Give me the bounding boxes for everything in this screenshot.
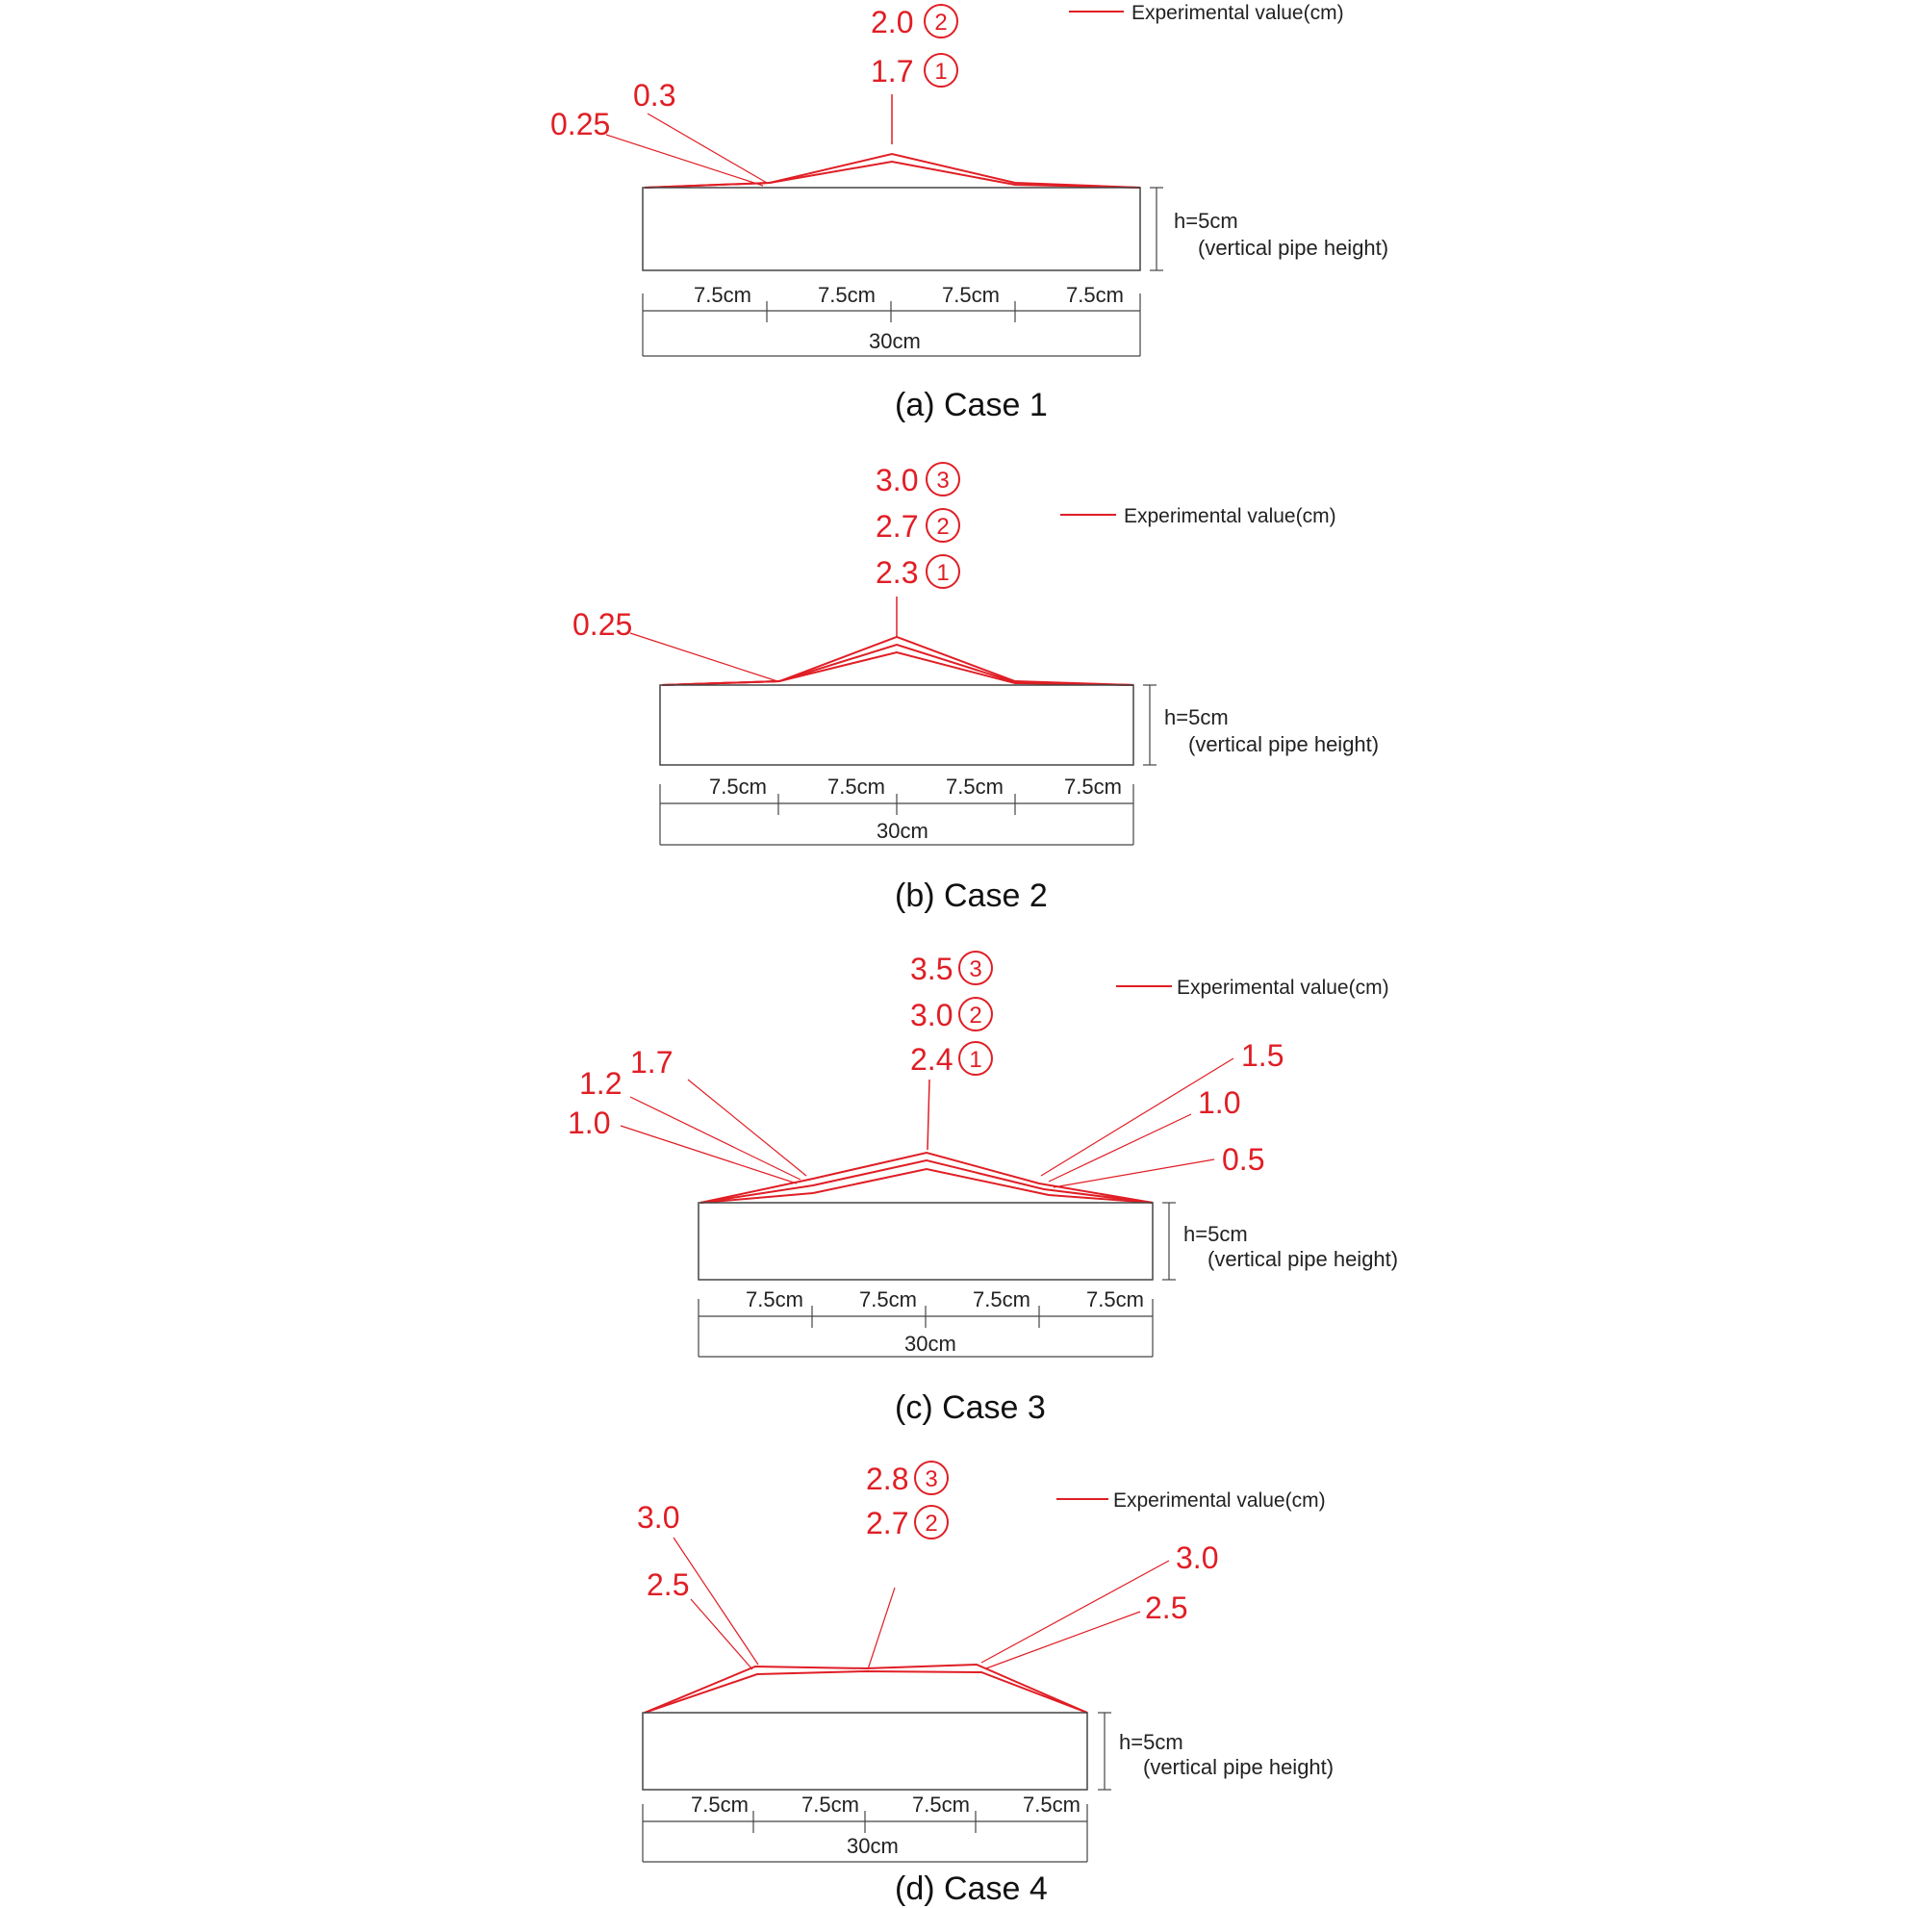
legend-label: Experimental value(cm) (1124, 505, 1336, 527)
panel-caption: (a) Case 1 (895, 387, 1048, 423)
peak-value: 3.0 (910, 998, 953, 1032)
peak-value: 2.4 (910, 1042, 953, 1077)
peak-value: 2.7 (866, 1506, 909, 1540)
total-label: 30cm (869, 329, 921, 353)
side-value: 0.5 (1222, 1142, 1265, 1177)
side-value: 1.5 (1241, 1038, 1284, 1073)
segment-label: 7.5cm (827, 775, 885, 799)
pipe-box (643, 1713, 1087, 1790)
segment-label: 7.5cm (973, 1287, 1030, 1311)
side-value: 1.0 (1198, 1085, 1241, 1120)
leader-line (630, 1097, 801, 1180)
side-value: 3.0 (1176, 1540, 1219, 1575)
height-label: h=5cm (1183, 1222, 1248, 1246)
profile-line (645, 162, 1140, 188)
leader-line (868, 1588, 895, 1669)
leader-line (1049, 1114, 1191, 1182)
side-value: 1.0 (568, 1106, 611, 1140)
segment-label: 7.5cm (942, 283, 1000, 307)
height-note: (vertical pipe height) (1188, 732, 1380, 756)
segment-label: 7.5cm (694, 283, 751, 307)
peak-marker: 2 (936, 514, 950, 540)
panel-caption: (d) Case 4 (895, 1870, 1048, 1907)
pipe-box (660, 685, 1133, 765)
side-value: 1.2 (579, 1066, 623, 1101)
leader-line (630, 633, 777, 681)
legend-label: Experimental value(cm) (1177, 977, 1389, 999)
segment-label: 7.5cm (1066, 283, 1124, 307)
leader-line (606, 135, 763, 186)
peak-marker: 1 (969, 1047, 982, 1073)
peak-value: 2.8 (866, 1462, 909, 1496)
segment-label: 7.5cm (691, 1793, 749, 1817)
peak-marker: 2 (925, 1511, 938, 1537)
segment-label: 7.5cm (709, 775, 767, 799)
peak-value: 2.3 (876, 555, 919, 590)
profile-line (645, 1671, 1087, 1713)
side-value: 0.3 (633, 78, 676, 113)
peak-marker: 3 (969, 956, 982, 982)
side-value: 2.5 (647, 1567, 690, 1602)
segment-label: 7.5cm (1086, 1287, 1144, 1311)
height-label: h=5cm (1174, 209, 1238, 233)
segment-label: 7.5cm (1023, 1793, 1080, 1817)
leader-line (688, 1080, 806, 1176)
peak-value: 2.7 (876, 509, 919, 544)
panel-case-3 (568, 952, 1398, 1426)
total-label: 30cm (847, 1834, 899, 1858)
side-value: 1.7 (630, 1045, 674, 1080)
peak-value: 3.0 (876, 463, 919, 497)
peak-value: 1.7 (871, 54, 914, 89)
leader-line (1054, 1159, 1214, 1187)
pipe-box (699, 1203, 1153, 1280)
segment-label: 7.5cm (946, 775, 1004, 799)
leader-line (981, 1561, 1169, 1663)
leader-line (648, 114, 767, 183)
legend-label: Experimental value(cm) (1113, 1489, 1326, 1512)
height-note: (vertical pipe height) (1208, 1247, 1399, 1271)
peak-value: 2.0 (871, 5, 914, 39)
segment-label: 7.5cm (801, 1793, 859, 1817)
peak-marker: 3 (925, 1466, 938, 1492)
height-note: (vertical pipe height) (1198, 236, 1389, 260)
side-value: 2.5 (1145, 1590, 1188, 1625)
peak-marker: 2 (969, 1003, 982, 1029)
peak-marker: 1 (936, 560, 950, 586)
peak-marker: 2 (934, 10, 948, 36)
leader-line (928, 1080, 929, 1150)
side-value: 0.25 (550, 107, 611, 141)
peak-marker: 1 (934, 59, 948, 85)
total-label: 30cm (904, 1332, 956, 1356)
peak-value: 3.5 (910, 952, 953, 986)
legend-label: Experimental value(cm) (1131, 2, 1344, 24)
peak-marker: 3 (936, 468, 950, 494)
panel-case-2 (572, 463, 1379, 914)
segment-label: 7.5cm (746, 1287, 803, 1311)
segment-label: 7.5cm (818, 283, 876, 307)
panel-case-1 (550, 2, 1388, 423)
segment-label: 7.5cm (912, 1793, 970, 1817)
pipe-box (643, 188, 1140, 270)
side-value: 3.0 (637, 1500, 680, 1535)
height-label: h=5cm (1119, 1730, 1183, 1754)
total-label: 30cm (877, 819, 928, 843)
panel-case-4 (637, 1462, 1334, 1907)
height-label: h=5cm (1164, 705, 1229, 729)
height-note: (vertical pipe height) (1143, 1755, 1335, 1779)
panel-caption: (b) Case 2 (895, 878, 1048, 914)
profile-line (662, 652, 1133, 685)
side-value: 0.25 (572, 607, 633, 642)
profile-line (662, 645, 1133, 685)
leader-line (986, 1612, 1140, 1668)
segment-label: 7.5cm (1064, 775, 1122, 799)
panel-caption: (c) Case 3 (895, 1389, 1046, 1426)
segment-label: 7.5cm (859, 1287, 917, 1311)
